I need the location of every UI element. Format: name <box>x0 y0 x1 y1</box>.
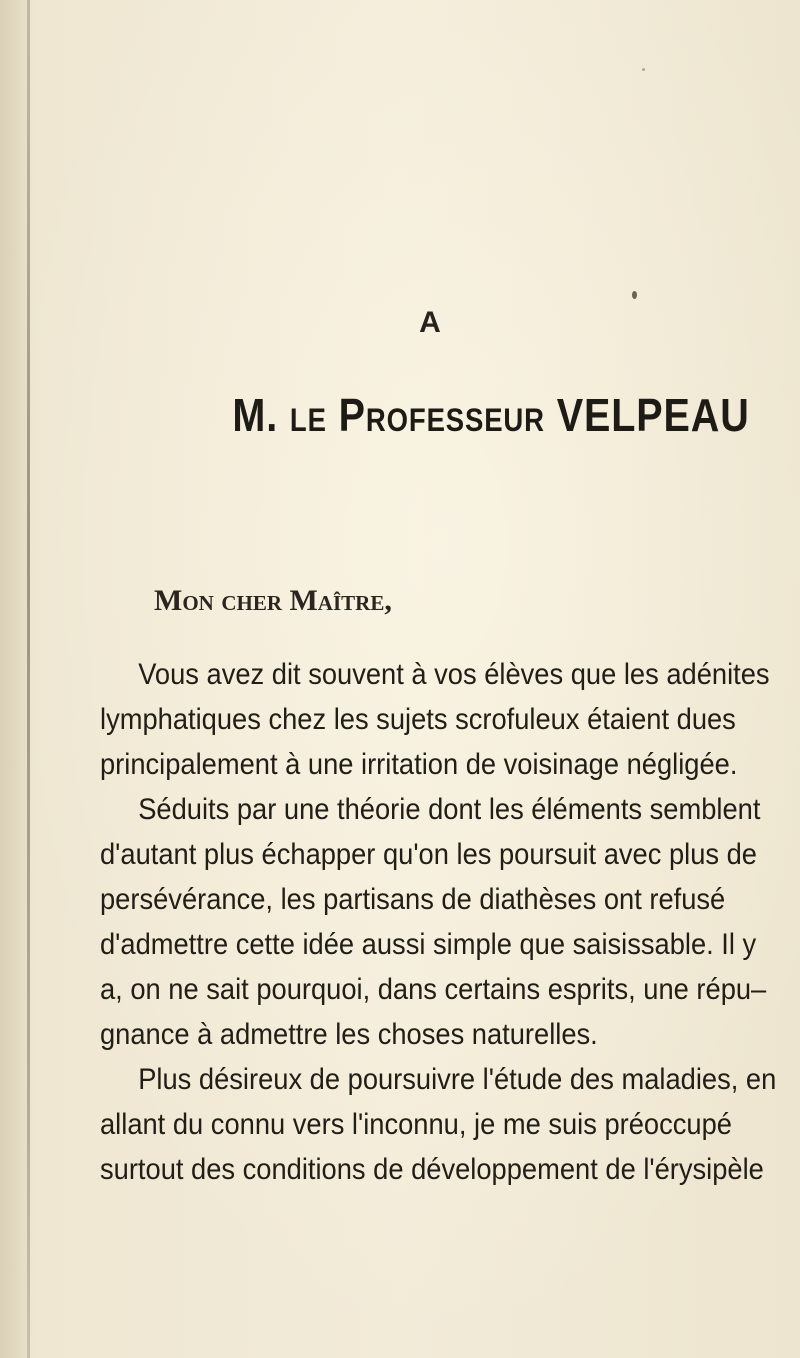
text-line: Vous avez dit souvent à vos élèves que les adénites <box>138 658 770 691</box>
text-line: Plus désireux de poursuivre l'étude des maladies, en <box>138 1063 777 1096</box>
paragraph-2 <box>100 787 767 1057</box>
text-line: a, on ne sait pourquoi, dans certains esprits, une répu– <box>100 973 767 1006</box>
text-line: d'autant plus échapper qu'on les poursuit avec plus de <box>100 838 757 871</box>
text-line: Séduits par une théorie dont les éléments semblent <box>138 793 761 826</box>
text-line: lymphatiques chez les sujets scrofuleux étaient dues <box>100 703 736 736</box>
paragraph-1 <box>100 652 770 787</box>
text-line: surtout des conditions de développement de l'érysipèle <box>100 1153 764 1186</box>
text-line: d'admettre cette idée aussi simple que saisissable. Il y <box>100 928 757 961</box>
text-line: principalement à une irritation de voisinage négligée. <box>100 748 738 781</box>
ink-speck <box>642 68 645 71</box>
letter-body <box>100 652 777 1192</box>
binding-edge <box>27 0 30 1358</box>
salutation: Mon cher Maître, <box>154 584 392 617</box>
gutter-shadow <box>0 0 27 1358</box>
text-line: gnance à admettre les choses naturelles. <box>100 1018 598 1051</box>
paragraph-3 <box>100 1057 777 1192</box>
ink-speck <box>632 291 637 299</box>
dedication-name: M. le Professeur VELPEAU <box>232 389 750 441</box>
dedication-a: A <box>419 306 441 339</box>
text-line: persévérance, les partisans de diathèses ont refusé <box>100 883 726 916</box>
text-line: allant du connu vers l'inconnu, je me suis préoccupé <box>100 1108 732 1141</box>
